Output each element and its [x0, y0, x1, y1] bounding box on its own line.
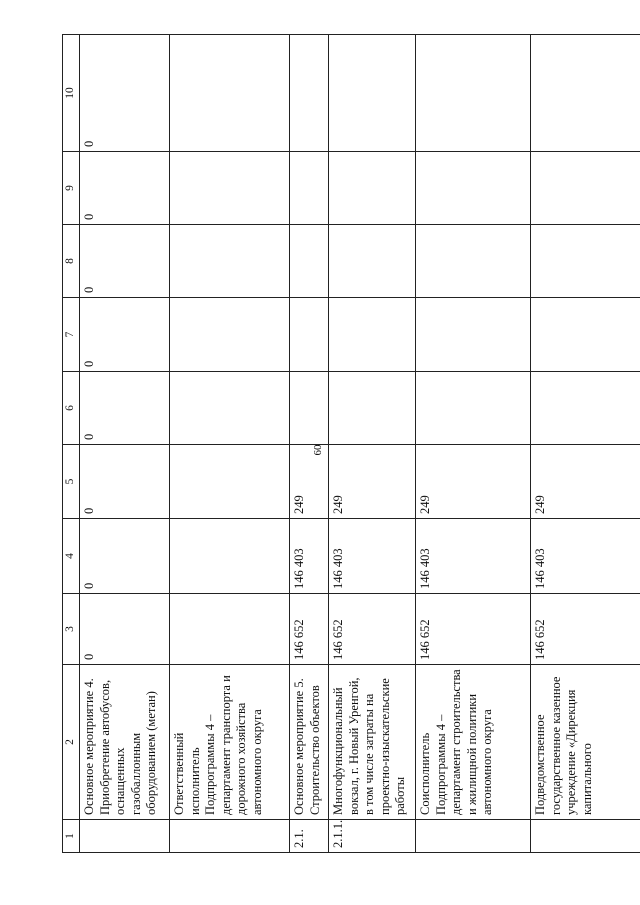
header-col-3: 3 — [63, 594, 80, 665]
cell-value — [170, 519, 290, 594]
cell-value — [170, 35, 290, 152]
cell-value: 249 — [416, 445, 531, 519]
cell-name: Подведомственное государственное казенное учреждение «Дирекция капитального — [531, 665, 640, 820]
header-col-9: 9 — [63, 152, 80, 225]
table-row — [531, 35, 640, 853]
cell-value — [329, 298, 416, 372]
header-col-6: 6 — [63, 372, 80, 445]
cell-value — [531, 372, 640, 445]
cell-name: Соисполнитель Подпрограммы 4 – департамент строительства и жилищной политики автономного округа — [416, 665, 531, 820]
cell-value: 146 403 — [290, 519, 329, 594]
cell-value — [170, 225, 290, 298]
cell-value — [170, 594, 290, 665]
cell-value: 0 — [80, 225, 170, 298]
rotated-page — [62, 35, 636, 853]
cell-value — [531, 225, 640, 298]
cell-value — [416, 225, 531, 298]
header-col-1: 1 — [63, 820, 80, 853]
cell-value: 0 — [80, 594, 170, 665]
cell-value — [416, 372, 531, 445]
cell-value: 0 — [80, 445, 170, 519]
cell-value — [531, 152, 640, 225]
page-number: 60 — [312, 444, 324, 456]
header-col-10: 10 — [63, 35, 80, 152]
cell-index: 2.1.1. — [329, 820, 416, 853]
table-row — [290, 35, 329, 853]
cell-value: 249 — [290, 445, 329, 519]
cell-value — [290, 298, 329, 372]
cell-value: 0 — [80, 298, 170, 372]
table-row — [80, 35, 170, 853]
cell-value — [329, 372, 416, 445]
cell-value: 146 652 — [416, 594, 531, 665]
header-row — [63, 35, 80, 853]
cell-value — [290, 152, 329, 225]
cell-index — [170, 820, 290, 853]
header-col-5: 5 — [63, 445, 80, 519]
cell-value: 146 652 — [531, 594, 640, 665]
cell-value — [290, 35, 329, 152]
cell-value — [531, 298, 640, 372]
header-col-2: 2 — [63, 665, 80, 820]
cell-value: 146 403 — [329, 519, 416, 594]
cell-value — [170, 152, 290, 225]
cell-value — [329, 225, 416, 298]
cell-index: 2.1. — [290, 820, 329, 853]
cell-value — [416, 35, 531, 152]
cell-value — [290, 225, 329, 298]
cell-value: 0 — [80, 372, 170, 445]
table-row — [170, 35, 290, 853]
cell-index — [80, 820, 170, 853]
cell-value — [170, 445, 290, 519]
table-row — [416, 35, 531, 853]
cell-value: 0 — [80, 519, 170, 594]
cell-index — [531, 820, 640, 853]
cell-value: 146 652 — [329, 594, 416, 665]
cell-value: 0 — [80, 152, 170, 225]
cell-value — [290, 372, 329, 445]
header-col-8: 8 — [63, 225, 80, 298]
cell-value — [329, 35, 416, 152]
header-col-7: 7 — [63, 298, 80, 372]
cell-index — [416, 820, 531, 853]
cell-value — [329, 152, 416, 225]
cell-value — [416, 298, 531, 372]
cell-value: 0 — [80, 35, 170, 152]
header-col-4: 4 — [63, 519, 80, 594]
cell-value — [170, 372, 290, 445]
cell-name: Основное мероприятие 5. Строительство объектов — [290, 665, 329, 820]
cell-value: 146 403 — [531, 519, 640, 594]
cell-value: 249 — [329, 445, 416, 519]
program-table — [62, 34, 640, 853]
cell-value — [416, 152, 531, 225]
cell-name: Ответственный исполнитель Подпрограммы 4 – департамент транспорта и дорожного хозяйства автономного округа — [170, 665, 290, 820]
cell-value — [531, 35, 640, 152]
cell-name: Основное мероприятие 4. Приобретение автобусов, оснащенных газобаллонным оборудованием (метан) — [80, 665, 170, 820]
cell-value: 146 652 — [290, 594, 329, 665]
cell-value: 146 403 — [416, 519, 531, 594]
cell-value — [170, 298, 290, 372]
table-row — [329, 35, 416, 853]
cell-value: 249 — [531, 445, 640, 519]
cell-name: Многофункциональный вокзал, г. Новый Уренгой, в том числе затраты на проектно-изыскательские работы — [329, 665, 416, 820]
